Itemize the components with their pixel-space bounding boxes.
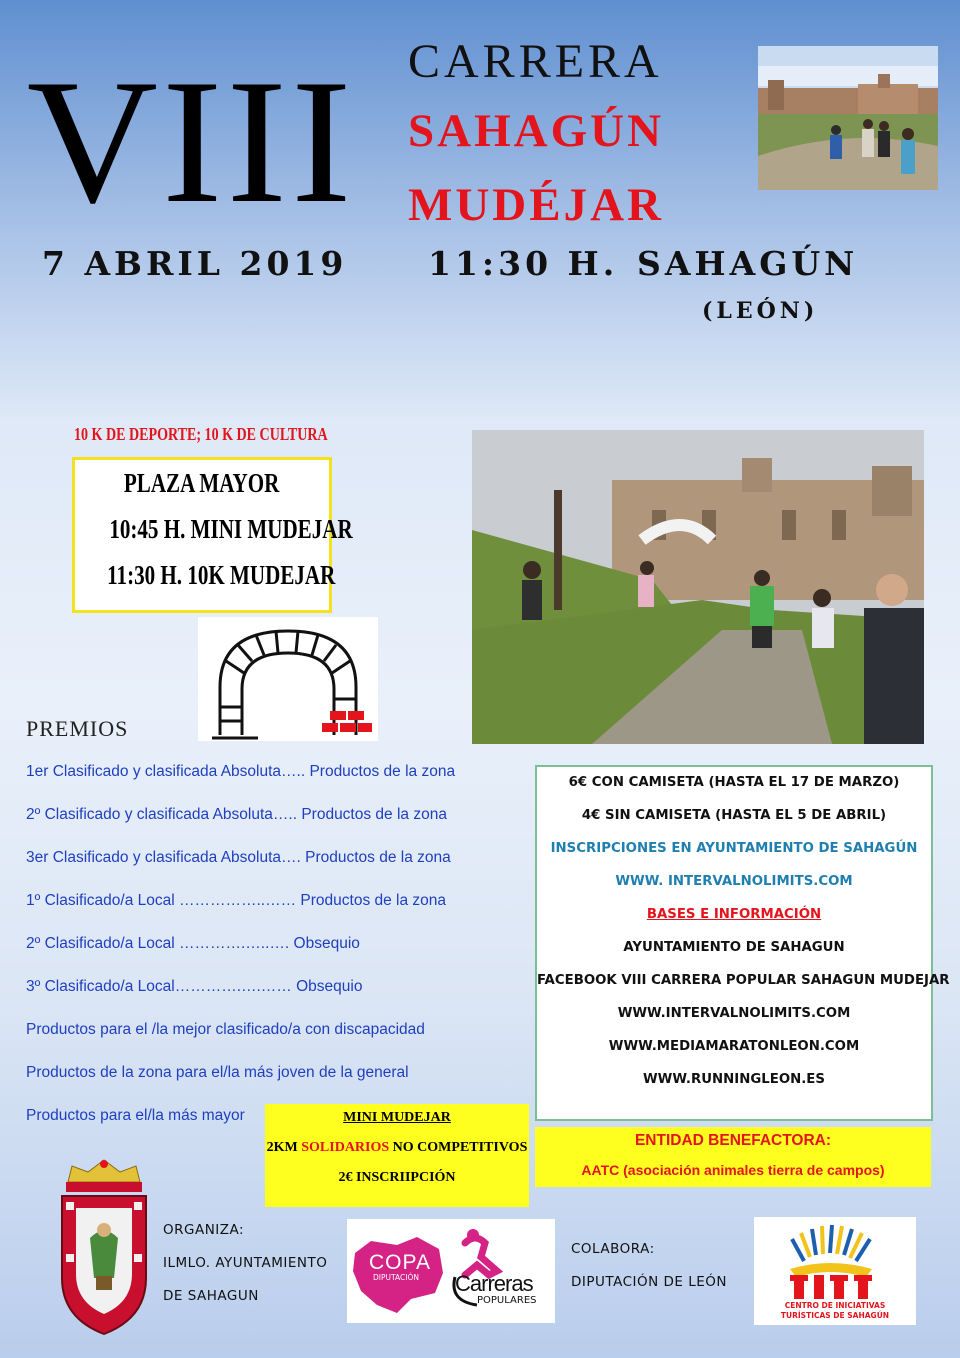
edition-number: VIII — [26, 42, 356, 240]
copa-diputacion-logo — [347, 1219, 555, 1323]
cit-line1: CENTRO DE INICIATIVAS — [784, 1301, 886, 1310]
price-without-shirt: 4€ SIN CAMISETA (HASTA EL 5 DE ABRIL) — [581, 808, 887, 823]
collaborator-label: COLABORA: — [571, 1241, 655, 1257]
copa-sub-text: DIPUTACIÓN — [373, 1273, 419, 1282]
info-link[interactable]: WWW.RUNNINGLEON.ES — [643, 1072, 825, 1087]
populares-text: POPULARES — [477, 1295, 537, 1306]
beneficiary-name: AATC (asociación animales tierra de campos) — [581, 1162, 885, 1178]
prize-item: Productos de la zona para el/la más joven de la general — [26, 1064, 409, 1081]
registration-info-box — [535, 765, 950, 1121]
organizer-line1: ILMLO. AYUNTAMIENTO — [163, 1255, 328, 1271]
info-link: FACEBOOK VIII CARRERA POPULAR SAHAGUN MUDEJAR — [537, 973, 950, 988]
mini-race-fee: 2€ INSCRIIPCIÓN — [338, 1170, 456, 1185]
organizer-line2: DE SAHAGUN — [163, 1288, 259, 1304]
slogan: 10 K DE DEPORTE; 10 K DE CULTURA — [74, 424, 328, 444]
sahagun-coat-of-arms — [56, 1158, 152, 1338]
registration-location: INSCRIPCIONES EN AYUNTAMIENTO DE SAHAGÚN — [550, 841, 918, 856]
prize-item: Productos para el/la más mayor — [26, 1107, 245, 1124]
prize-item: 1er Clasificado y clasificada Absoluta….. Productos de la zona — [26, 763, 456, 780]
prize-item: 1º Clasificado/a Local ……………..…… Productos de la zona — [26, 892, 447, 909]
carreras-text: Carreras — [455, 1271, 533, 1296]
race-photo — [472, 430, 924, 744]
cit-sahagun-logo — [754, 1217, 916, 1325]
event-time: 11:30 H. — [428, 244, 619, 283]
prize-item: 3er Clasificado y clasificada Absoluta…. Productos de la zona — [26, 849, 451, 866]
title-carrera: CARRERA — [408, 35, 663, 88]
cit-line2: TURÍSTICAS DE SAHAGÚN — [780, 1311, 890, 1320]
mini-race-solidarios: SOLIDARIOS — [301, 1140, 390, 1155]
mudejar-arch-logo — [198, 617, 378, 741]
info-link[interactable]: WWW.MEDIAMARATONLEON.COM — [608, 1039, 860, 1054]
website-link[interactable]: WWW. INTERVALNOLIMITS.COM — [615, 874, 853, 889]
bases-title: BASES E INFORMACIÓN — [646, 907, 822, 922]
title-sahagun: SAHAGÚN — [408, 105, 665, 157]
organizer-label: ORGANIZA: — [163, 1222, 245, 1238]
prize-item: 2º Clasificado y clasificada Absoluta….. Productos de la zona — [26, 806, 447, 823]
mini-race-title: MINI MUDEJAR — [343, 1110, 451, 1125]
info-link: AYUNTAMIENTO DE SAHAGUN — [623, 940, 845, 955]
runners-photo-small — [758, 46, 938, 190]
prize-item: Productos para el /la mejor clasificado/a con discapacidad — [26, 1021, 425, 1038]
schedule-place: PLAZA MAYOR — [124, 468, 280, 498]
prize-item: 2º Clasificado/a Local ………….…..…. Obsequio — [26, 935, 360, 952]
event-date: 7 ABRIL 2019 — [42, 244, 348, 283]
prizes-title: PREMIOS — [26, 716, 129, 741]
prize-item: 3º Clasificado/a Local………….….…… Obsequio — [26, 978, 363, 995]
price-with-shirt: 6€ CON CAMISETA (HASTA EL 17 DE MARZO) — [568, 775, 900, 790]
copa-text: COPA — [369, 1251, 431, 1274]
schedule-box — [72, 457, 353, 613]
beneficiary-box — [535, 1127, 931, 1187]
info-link[interactable]: WWW.INTERVALNOLIMITS.COM — [617, 1006, 851, 1021]
beneficiary-title: ENTIDAD BENEFACTORA: — [634, 1132, 832, 1149]
mini-race-distance: 2KM SOLIDARIOS NO COMPETITIVOS — [266, 1140, 528, 1155]
collaborator-name: DIPUTACIÓN DE LEÓN — [571, 1274, 728, 1290]
title-mudejar: MUDÉJAR — [408, 179, 664, 231]
schedule-main: 11:30 H. 10K MUDEJAR — [107, 560, 336, 590]
event-city: SAHAGÚN — [637, 244, 859, 283]
event-province: (LEÓN) — [702, 298, 819, 324]
schedule-mini: 10:45 H. MINI MUDEJAR — [109, 514, 353, 544]
mini-race-box — [265, 1104, 529, 1207]
